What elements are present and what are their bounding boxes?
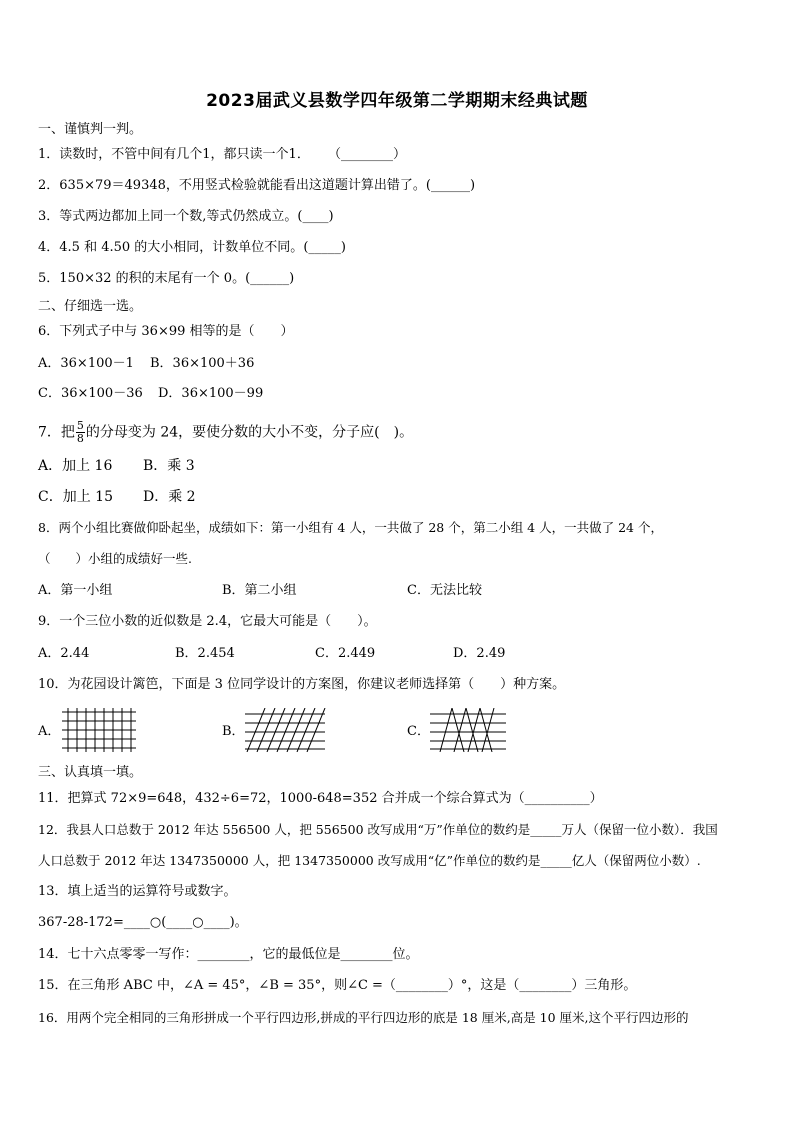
question-9 xyxy=(38,613,377,631)
question-number: 3． xyxy=(38,209,60,224)
fraction xyxy=(76,420,85,445)
question-number: 15． xyxy=(38,978,68,993)
question-12-continued: 人口总数于 2012 年达 1347350000 人，把 1347350000 改写成用“亿”作单位的数约是_____亿人（保留两位小数）. xyxy=(38,853,701,868)
section-1-heading: 一、谨慎判一判。 xyxy=(38,122,143,137)
question-6 xyxy=(38,323,294,341)
question-14 xyxy=(38,946,419,964)
option-b[interactable]: B．36×100＋36 xyxy=(150,356,255,371)
answer-blank[interactable]: （________） xyxy=(327,147,406,162)
question-text: 下列式子中与 36×99 相等的是（ ） xyxy=(59,324,294,339)
option-b[interactable]: B．第二小组 xyxy=(222,583,297,598)
section-2-heading: 二、仔细选一选。 xyxy=(38,299,143,314)
question-number: 11． xyxy=(38,791,68,806)
fence-grid-c-image xyxy=(428,708,508,752)
question-12 xyxy=(38,821,718,839)
question-11 xyxy=(38,790,603,808)
option-a[interactable]: A．2.44 xyxy=(38,646,90,661)
question-13 xyxy=(38,883,237,901)
answer-blank[interactable]: (_____) xyxy=(303,240,346,255)
question-text: 我县人口总数于 2012 年达 556500 人，把 556500 改写成用“万”作单位的数约是_____万人（保留一位小数）．我国 xyxy=(66,822,718,837)
option-a[interactable]: A．第一小组 xyxy=(38,583,113,598)
question-number: 8． xyxy=(38,520,59,535)
option-c[interactable]: C． xyxy=(407,724,430,739)
question-number: 2． xyxy=(38,178,60,193)
question-number: 7． xyxy=(38,424,61,441)
answer-blank[interactable]: (______) xyxy=(425,178,476,193)
option-a[interactable]: A． xyxy=(38,724,61,739)
question-10 xyxy=(38,676,565,694)
option-c[interactable]: C．无法比较 xyxy=(407,583,482,598)
question-number: 12． xyxy=(38,822,67,837)
question-text: 把 xyxy=(60,424,75,441)
question-5 xyxy=(38,270,294,288)
question-number: 9． xyxy=(38,614,60,629)
question-number: 16． xyxy=(38,1010,67,1025)
question-text: 把算式 72×9=648，432÷6=72，1000-648=352 合并成一个综合算式为（__________） xyxy=(67,791,603,806)
question-text: 读数时，不管中间有几个1，都只读一个1． xyxy=(59,147,310,162)
option-a[interactable]: A．加上 16 xyxy=(38,458,113,474)
question-text: 七十六点零零一写作：________，它的最低位是________位。 xyxy=(67,947,419,962)
question-13-expression[interactable]: 367-28-172=____○(____○____)。 xyxy=(38,915,248,930)
fraction-numerator: 5 xyxy=(76,419,84,432)
option-b[interactable]: B．乘 3 xyxy=(143,458,195,474)
question-number: 13． xyxy=(38,884,68,899)
question-8-continued: （ ）小组的成绩好一些. xyxy=(38,551,192,566)
fence-grid-a-image xyxy=(60,708,138,752)
answer-blank[interactable]: (______) xyxy=(245,271,295,286)
option-b[interactable]: B．2.454 xyxy=(175,646,235,661)
question-number: 4． xyxy=(38,240,60,255)
answer-blank[interactable]: (____) xyxy=(297,209,334,224)
question-number: 5． xyxy=(38,271,60,286)
page-title: 2023届武义县数学四年级第二学期期末经典试题 xyxy=(206,91,588,111)
question-text: 在三角形 ABC 中，∠A = 45°，∠B = 35°，则∠C =（________）°，这是（________）三角形。 xyxy=(67,978,637,993)
option-d[interactable]: D．乘 2 xyxy=(143,489,196,505)
question-number: 10． xyxy=(38,677,68,692)
option-c[interactable]: C．2.449 xyxy=(315,646,376,661)
question-text: 等式两边都加上同一个数,等式仍然成立。 xyxy=(59,209,298,224)
option-b[interactable]: B． xyxy=(222,724,245,739)
question-3 xyxy=(38,208,334,226)
option-a[interactable]: A．36×100－1 xyxy=(38,356,134,371)
question-16 xyxy=(38,1009,689,1027)
question-text: 的分母变为 24，要使分数的大小不变，分子应( )。 xyxy=(85,424,414,441)
question-text: 填上适当的运算符号或数字。 xyxy=(67,884,237,899)
question-15 xyxy=(38,977,636,995)
option-d[interactable]: D．36×100－99 xyxy=(158,386,264,401)
question-text: 635×79＝49348，不用竖式检验就能看出这道题计算出错了。 xyxy=(59,178,426,193)
fence-grid-b-image xyxy=(243,708,327,752)
question-1 xyxy=(38,146,406,164)
question-number: 6． xyxy=(38,324,60,339)
question-text: 为花园设计篱笆，下面是 3 位同学设计的方案图，你建议老师选择第（ ）种方案。 xyxy=(67,677,566,692)
option-c[interactable]: C．加上 15 xyxy=(38,489,113,505)
question-text: 两个小组比赛做仰卧起坐，成绩如下：第一小组有 4 人，一共做了 28 个，第二小组 4 人，一共做了 24 个， xyxy=(58,520,663,535)
question-number: 1． xyxy=(38,147,60,162)
question-8 xyxy=(38,519,663,537)
question-text: 150×32 的积的末尾有一个 0。 xyxy=(59,271,246,286)
option-d[interactable]: D．2.49 xyxy=(453,646,506,661)
section-3-heading: 三、认真填一填。 xyxy=(38,765,143,780)
question-4 xyxy=(38,239,346,257)
question-2 xyxy=(38,177,475,195)
option-c[interactable]: C．36×100－36 xyxy=(38,386,143,401)
question-text: 4.5 和 4.50 的大小相同，计数单位不同。 xyxy=(59,240,304,255)
question-7 xyxy=(38,420,413,445)
question-text: 用两个完全相同的三角形拼成一个平行四边形,拼成的平行四边形的底是 18 厘米,高是 10 厘米,这个平行四边形的 xyxy=(66,1010,689,1025)
question-text: 一个三位小数的近似数是 2.4，它最大可能是（ ）。 xyxy=(59,614,377,629)
fraction-denominator: 8 xyxy=(76,432,84,445)
question-number: 14． xyxy=(38,947,68,962)
